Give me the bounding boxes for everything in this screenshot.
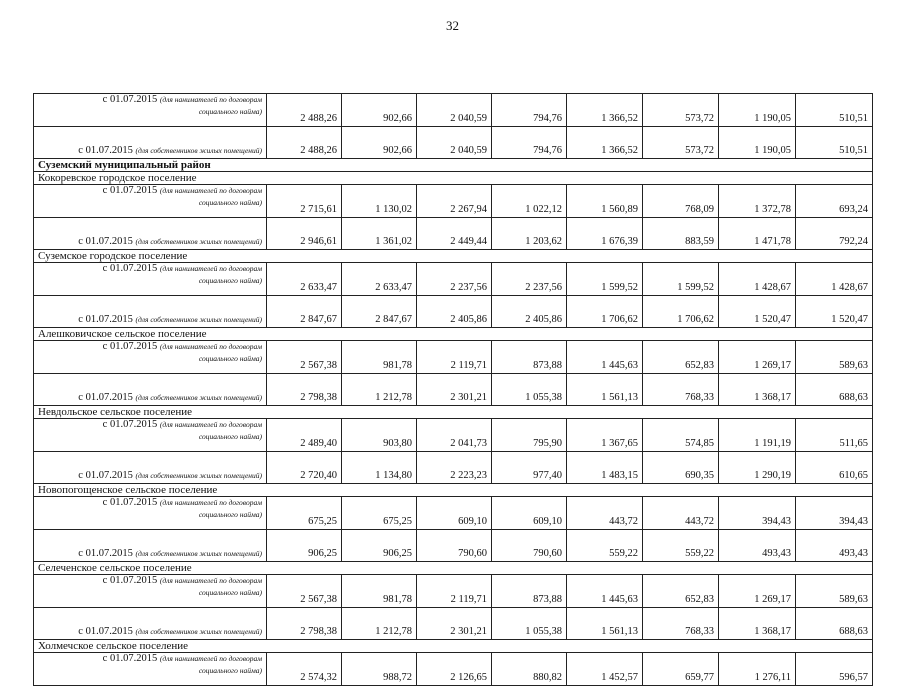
rate-cell: 1 022,12 bbox=[492, 185, 567, 218]
row-label bbox=[34, 452, 267, 484]
rate-cell: 688,63 bbox=[796, 608, 873, 640]
rate-cell: 790,60 bbox=[492, 530, 567, 562]
owners-note: (для собственников жилых помещений) bbox=[135, 627, 262, 636]
rate-cell: 873,88 bbox=[492, 341, 567, 374]
rate-cell: 394,43 bbox=[796, 497, 873, 530]
rate-cell: 2 405,86 bbox=[417, 296, 492, 328]
owners-rate-row bbox=[34, 374, 873, 406]
effective-date: с 01.07.2015 bbox=[102, 653, 158, 664]
rate-cell: 1 599,52 bbox=[567, 263, 643, 296]
rate-cell: 1 471,78 bbox=[719, 218, 796, 250]
rate-cell: 2 126,65 bbox=[417, 653, 492, 686]
rate-cell: 768,33 bbox=[643, 374, 719, 406]
rate-cell: 1 366,52 bbox=[567, 127, 643, 159]
effective-date: с 01.07.2015 bbox=[78, 470, 133, 481]
rate-cell: 981,78 bbox=[342, 575, 417, 608]
label-line-1 bbox=[38, 185, 262, 197]
rate-cell: 1 134,80 bbox=[342, 452, 417, 484]
rate-cell: 981,78 bbox=[342, 341, 417, 374]
row-label bbox=[34, 653, 267, 686]
effective-date: с 01.07.2015 bbox=[102, 575, 158, 586]
rate-cell: 2 798,38 bbox=[267, 374, 342, 406]
effective-date: с 01.07.2015 bbox=[102, 419, 158, 430]
tenants-rate-row bbox=[34, 497, 873, 530]
rate-cell: 1 560,89 bbox=[567, 185, 643, 218]
district-header-row bbox=[34, 159, 873, 172]
tenants-note-part-1: (для нанимателей по договорам bbox=[159, 264, 262, 273]
tenants-rate-row bbox=[34, 185, 873, 218]
owners-note: (для собственников жилых помещений) bbox=[135, 549, 262, 558]
settlement-header-row bbox=[34, 484, 873, 497]
rate-cell: 394,43 bbox=[719, 497, 796, 530]
effective-date: с 01.07.2015 bbox=[78, 145, 133, 156]
rate-cell: 493,43 bbox=[796, 530, 873, 562]
rate-cell: 873,88 bbox=[492, 575, 567, 608]
rate-cell: 880,82 bbox=[492, 653, 567, 686]
tenants-note-part-1: (для нанимателей по договорам bbox=[159, 420, 262, 429]
tenants-note-part-2: социального найма) bbox=[198, 276, 262, 285]
rate-cell: 2 119,71 bbox=[417, 575, 492, 608]
rate-cell: 675,25 bbox=[267, 497, 342, 530]
rate-cell: 493,43 bbox=[719, 530, 796, 562]
rate-cell: 2 715,61 bbox=[267, 185, 342, 218]
rate-cell: 2 633,47 bbox=[342, 263, 417, 296]
tenants-note-part-1: (для нанимателей по договорам bbox=[159, 654, 262, 663]
rate-cell: 2 488,26 bbox=[267, 127, 342, 159]
rate-cell: 1 372,78 bbox=[719, 185, 796, 218]
owners-rate-row bbox=[34, 127, 873, 159]
rate-cell: 902,66 bbox=[342, 127, 417, 159]
tenants-note-part-2: социального найма) bbox=[198, 107, 262, 116]
effective-date: с 01.07.2015 bbox=[102, 341, 158, 352]
rate-cell: 906,25 bbox=[342, 530, 417, 562]
rate-cell: 1 561,13 bbox=[567, 374, 643, 406]
settlement-name: Суземское городское поселение bbox=[34, 250, 873, 263]
rate-cell: 1 520,47 bbox=[719, 296, 796, 328]
rate-cell: 2 574,32 bbox=[267, 653, 342, 686]
effective-date: с 01.07.2015 bbox=[102, 497, 158, 508]
rate-cell: 2 567,38 bbox=[267, 575, 342, 608]
settlement-header-row bbox=[34, 562, 873, 575]
label-line-1 bbox=[38, 419, 262, 431]
row-label bbox=[34, 575, 267, 608]
tariff-table bbox=[33, 93, 873, 686]
tenants-note-part-2: социального найма) bbox=[198, 432, 262, 441]
rate-cell: 2 301,21 bbox=[417, 374, 492, 406]
row-label bbox=[34, 263, 267, 296]
rate-cell: 2 489,40 bbox=[267, 419, 342, 452]
rate-cell: 596,57 bbox=[796, 653, 873, 686]
settlement-name: Селеченское сельское поселение bbox=[34, 562, 873, 575]
settlement-name: Невдольское сельское поселение bbox=[34, 406, 873, 419]
rate-cell: 443,72 bbox=[567, 497, 643, 530]
rate-cell: 903,80 bbox=[342, 419, 417, 452]
tenants-note-part-1: (для нанимателей по договорам bbox=[159, 576, 262, 585]
rate-cell: 652,83 bbox=[643, 575, 719, 608]
district-name: Суземский муниципальный район bbox=[34, 159, 873, 172]
rate-cell: 902,66 bbox=[342, 94, 417, 127]
rate-cell: 792,24 bbox=[796, 218, 873, 250]
settlement-name: Холмечское сельское поселение bbox=[34, 640, 873, 653]
tenants-note-part-2: социального найма) bbox=[198, 198, 262, 207]
rate-cell: 1 276,11 bbox=[719, 653, 796, 686]
rate-cell: 794,76 bbox=[492, 127, 567, 159]
settlement-name: Алешковичское сельское поселение bbox=[34, 328, 873, 341]
rate-cell: 2 223,23 bbox=[417, 452, 492, 484]
effective-date: с 01.07.2015 bbox=[78, 548, 133, 559]
rate-cell: 510,51 bbox=[796, 127, 873, 159]
rate-cell: 795,90 bbox=[492, 419, 567, 452]
effective-date: с 01.07.2015 bbox=[102, 94, 158, 105]
rate-cell: 2 405,86 bbox=[492, 296, 567, 328]
rate-cell: 511,65 bbox=[796, 419, 873, 452]
rate-cell: 883,59 bbox=[643, 218, 719, 250]
row-label bbox=[34, 185, 267, 218]
rate-cell: 688,63 bbox=[796, 374, 873, 406]
rate-cell: 1 599,52 bbox=[643, 263, 719, 296]
settlement-header-row bbox=[34, 328, 873, 341]
owners-rate-row bbox=[34, 218, 873, 250]
rate-cell: 1 368,17 bbox=[719, 608, 796, 640]
rate-cell: 2 720,40 bbox=[267, 452, 342, 484]
rate-cell: 1 561,13 bbox=[567, 608, 643, 640]
rate-cell: 589,63 bbox=[796, 575, 873, 608]
rate-cell: 1 269,17 bbox=[719, 575, 796, 608]
settlement-name: Новопогощенское сельское поселение bbox=[34, 484, 873, 497]
rate-cell: 1 676,39 bbox=[567, 218, 643, 250]
rate-cell: 1 203,62 bbox=[492, 218, 567, 250]
rate-cell: 610,65 bbox=[796, 452, 873, 484]
rate-cell: 693,24 bbox=[796, 185, 873, 218]
rate-cell: 768,33 bbox=[643, 608, 719, 640]
rate-cell: 1 361,02 bbox=[342, 218, 417, 250]
rate-cell: 2 301,21 bbox=[417, 608, 492, 640]
rate-cell: 589,63 bbox=[796, 341, 873, 374]
rate-cell: 2 847,67 bbox=[342, 296, 417, 328]
rate-cell: 1 212,78 bbox=[342, 608, 417, 640]
tenants-rate-row bbox=[34, 419, 873, 452]
owners-rate-row bbox=[34, 452, 873, 484]
tenants-note-part-2: социального найма) bbox=[198, 510, 262, 519]
rate-cell: 1 428,67 bbox=[719, 263, 796, 296]
rate-cell: 443,72 bbox=[643, 497, 719, 530]
effective-date: с 01.07.2015 bbox=[102, 185, 158, 196]
rate-cell: 609,10 bbox=[417, 497, 492, 530]
tenants-rate-row bbox=[34, 263, 873, 296]
owners-rate-row bbox=[34, 608, 873, 640]
rate-cell: 1 520,47 bbox=[796, 296, 873, 328]
effective-date: с 01.07.2015 bbox=[78, 626, 133, 637]
label-line-1 bbox=[38, 575, 262, 587]
rate-cell: 1 269,17 bbox=[719, 341, 796, 374]
owners-rate-row bbox=[34, 530, 873, 562]
rate-cell: 559,22 bbox=[643, 530, 719, 562]
row-label bbox=[34, 218, 267, 250]
effective-date: с 01.07.2015 bbox=[78, 236, 133, 247]
effective-date: с 01.07.2015 bbox=[102, 263, 158, 274]
rate-cell: 2 267,94 bbox=[417, 185, 492, 218]
rate-cell: 573,72 bbox=[643, 127, 719, 159]
rate-cell: 1 212,78 bbox=[342, 374, 417, 406]
rate-cell: 675,25 bbox=[342, 497, 417, 530]
label-line-1 bbox=[38, 263, 262, 275]
tenants-note-part-2: социального найма) bbox=[198, 354, 262, 363]
label-line-1 bbox=[38, 653, 262, 665]
tenants-rate-row bbox=[34, 94, 873, 127]
row-label bbox=[34, 296, 267, 328]
row-label bbox=[34, 419, 267, 452]
label-line-1 bbox=[38, 497, 262, 509]
rate-cell: 794,76 bbox=[492, 94, 567, 127]
rate-cell: 790,60 bbox=[417, 530, 492, 562]
rate-cell: 510,51 bbox=[796, 94, 873, 127]
rate-cell: 1 706,62 bbox=[643, 296, 719, 328]
table-body bbox=[34, 94, 873, 686]
row-label bbox=[34, 530, 267, 562]
settlement-header-row bbox=[34, 172, 873, 185]
effective-date: с 01.07.2015 bbox=[78, 314, 133, 325]
rate-cell: 977,40 bbox=[492, 452, 567, 484]
rate-cell: 2 237,56 bbox=[417, 263, 492, 296]
tenants-note-part-2: социального найма) bbox=[198, 588, 262, 597]
row-label bbox=[34, 94, 267, 127]
rate-cell: 906,25 bbox=[267, 530, 342, 562]
rate-cell: 2 119,71 bbox=[417, 341, 492, 374]
owners-note: (для собственников жилых помещений) bbox=[135, 315, 262, 324]
owners-note: (для собственников жилых помещений) bbox=[135, 237, 262, 246]
rate-cell: 2 449,44 bbox=[417, 218, 492, 250]
tenants-rate-row bbox=[34, 575, 873, 608]
rate-cell: 690,35 bbox=[643, 452, 719, 484]
owners-rate-row bbox=[34, 296, 873, 328]
effective-date: с 01.07.2015 bbox=[78, 392, 133, 403]
owners-note: (для собственников жилых помещений) bbox=[135, 146, 262, 155]
rate-cell: 2 040,59 bbox=[417, 94, 492, 127]
rate-cell: 659,77 bbox=[643, 653, 719, 686]
rate-cell: 1 290,19 bbox=[719, 452, 796, 484]
tenants-note-part-1: (для нанимателей по договорам bbox=[159, 498, 262, 507]
rate-cell: 573,72 bbox=[643, 94, 719, 127]
rate-cell: 1 706,62 bbox=[567, 296, 643, 328]
tenants-rate-row bbox=[34, 341, 873, 374]
page-number: 32 bbox=[446, 18, 459, 33]
rate-cell: 2 237,56 bbox=[492, 263, 567, 296]
rate-cell: 1 190,05 bbox=[719, 127, 796, 159]
rate-cell: 652,83 bbox=[643, 341, 719, 374]
settlement-header-row bbox=[34, 640, 873, 653]
rate-cell: 2 798,38 bbox=[267, 608, 342, 640]
rate-cell: 988,72 bbox=[342, 653, 417, 686]
rate-cell: 1 428,67 bbox=[796, 263, 873, 296]
rate-cell: 2 488,26 bbox=[267, 94, 342, 127]
rate-cell: 768,09 bbox=[643, 185, 719, 218]
tenants-note-part-1: (для нанимателей по договорам bbox=[159, 186, 262, 195]
settlement-header-row bbox=[34, 250, 873, 263]
tenants-note-part-1: (для нанимателей по договорам bbox=[159, 95, 262, 104]
rate-cell: 1 445,63 bbox=[567, 341, 643, 374]
rate-cell: 609,10 bbox=[492, 497, 567, 530]
rate-cell: 1 190,05 bbox=[719, 94, 796, 127]
rate-cell: 2 847,67 bbox=[267, 296, 342, 328]
rate-cell: 559,22 bbox=[567, 530, 643, 562]
rate-cell: 574,85 bbox=[643, 419, 719, 452]
rate-cell: 1 483,15 bbox=[567, 452, 643, 484]
rate-cell: 1 368,17 bbox=[719, 374, 796, 406]
owners-note: (для собственников жилых помещений) bbox=[135, 471, 262, 480]
rate-cell: 1 055,38 bbox=[492, 374, 567, 406]
rate-cell: 2 946,61 bbox=[267, 218, 342, 250]
tenants-note-part-1: (для нанимателей по договорам bbox=[159, 342, 262, 351]
rate-cell: 1 445,63 bbox=[567, 575, 643, 608]
rate-cell: 1 191,19 bbox=[719, 419, 796, 452]
tenants-note-part-2: социального найма) bbox=[198, 666, 262, 675]
rate-cell: 2 040,59 bbox=[417, 127, 492, 159]
rate-cell: 1 130,02 bbox=[342, 185, 417, 218]
settlement-header-row bbox=[34, 406, 873, 419]
settlement-name: Кокоревское городское поселение bbox=[34, 172, 873, 185]
rate-cell: 1 055,38 bbox=[492, 608, 567, 640]
rate-cell: 1 366,52 bbox=[567, 94, 643, 127]
label-line-1 bbox=[38, 94, 262, 106]
rate-cell: 1 367,65 bbox=[567, 419, 643, 452]
tenants-rate-row bbox=[34, 653, 873, 686]
rate-cell: 2 567,38 bbox=[267, 341, 342, 374]
rate-cell: 1 452,57 bbox=[567, 653, 643, 686]
owners-note: (для собственников жилых помещений) bbox=[135, 393, 262, 402]
label-line-1 bbox=[38, 341, 262, 353]
rate-cell: 2 041,73 bbox=[417, 419, 492, 452]
row-label bbox=[34, 374, 267, 406]
row-label bbox=[34, 127, 267, 159]
rate-cell: 2 633,47 bbox=[267, 263, 342, 296]
row-label bbox=[34, 497, 267, 530]
row-label bbox=[34, 341, 267, 374]
row-label bbox=[34, 608, 267, 640]
